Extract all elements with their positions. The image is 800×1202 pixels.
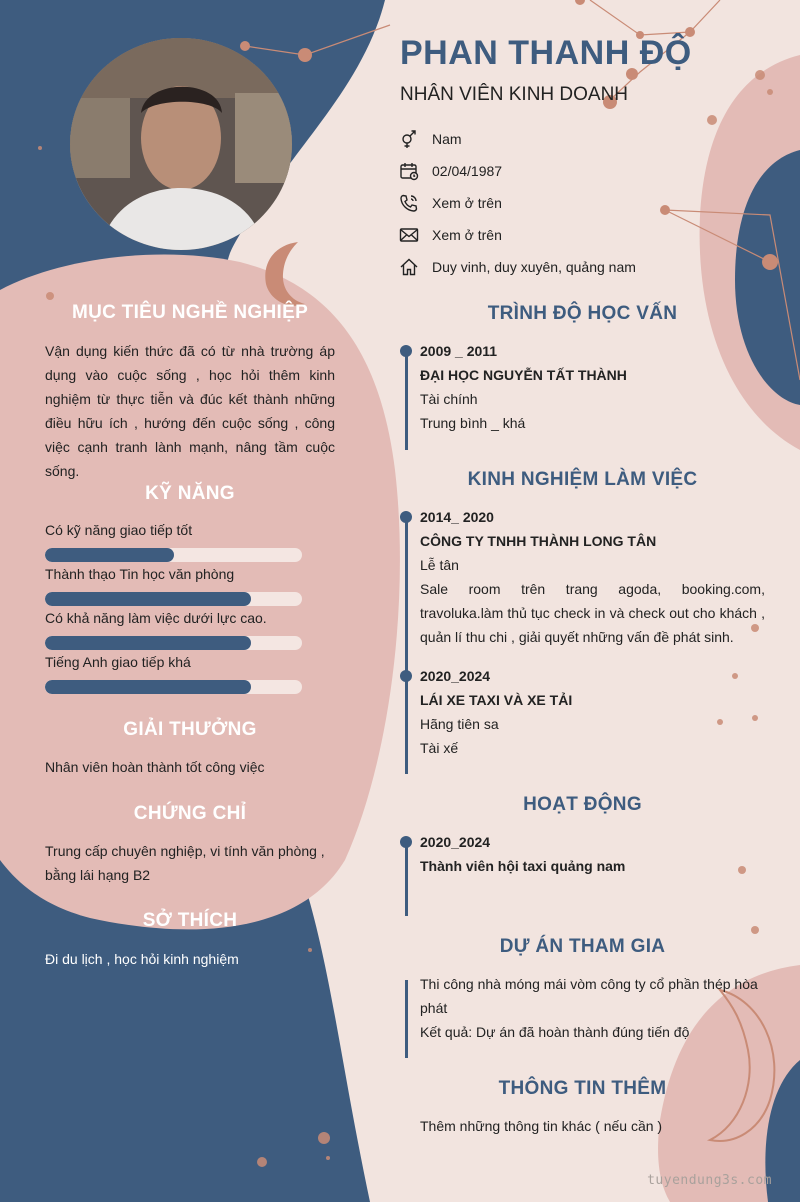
timeline-dot: [400, 836, 412, 848]
skill-label: Có kỹ năng giao tiếp tốt: [45, 522, 193, 538]
projects-timeline: [405, 980, 408, 1058]
education-school: ĐẠI HỌC NGUYỄN TẤT THÀNH: [420, 367, 627, 383]
skill-bar: [45, 680, 302, 694]
certificates-title: CHỨNG CHỈ: [133, 803, 247, 824]
watermark: tuyendung3s.com: [647, 1173, 772, 1188]
experience-description: Sale room trên trang agoda, booking.com, travoluka.làm thủ tục check in và check out cho khách , quản lí thu chi , giải quyết những vấn đề phát sinh.: [420, 581, 765, 645]
contact-gender: [398, 125, 758, 153]
experience-role: Hãng tiên sa: [420, 716, 499, 732]
contact-address: [398, 253, 758, 281]
contact-birthday-text: 02/04/1987: [432, 163, 503, 179]
skill-bar-fill: [45, 636, 251, 650]
hobbies-text: Đi du lịch , học hỏi kinh nghiệm: [45, 951, 239, 967]
skill-bar: [45, 636, 302, 650]
calendar-icon: [398, 160, 420, 182]
gender-icon: [398, 128, 420, 150]
activities-timeline: [405, 841, 408, 916]
objective-title: MỤC TIÊU NGHỀ NGHIỆP: [71, 302, 309, 323]
education-period: 2009 _ 2011: [420, 343, 498, 359]
awards-text: Nhân viên hoàn thành tốt công việc: [45, 759, 265, 775]
awards-title: GIẢI THƯỞNG: [123, 719, 257, 740]
contact-address-text: Duy vinh, duy xuyên, quảng nam: [432, 259, 636, 275]
experience-role: Lễ tân: [420, 557, 459, 573]
skill-label: Tiếng Anh giao tiếp khá: [45, 654, 191, 670]
timeline-dot: [400, 511, 412, 523]
candidate-name: PHAN THANH ĐỘ: [400, 34, 692, 72]
contact-phone: [398, 189, 758, 217]
project-result: Kết quả: Dự án đã hoàn thành đúng tiến độ: [420, 1024, 690, 1040]
education-timeline: [405, 350, 408, 450]
projects-title: DỰ ÁN THAM GIA: [499, 936, 666, 957]
activity-name: Thành viên hội taxi quảng nam: [420, 858, 626, 874]
phone-icon: [398, 192, 420, 214]
contact-gender-text: Nam: [432, 131, 462, 147]
skill-bar-fill: [45, 680, 251, 694]
experience-timeline: [405, 516, 408, 774]
more-info-title: THÔNG TIN THÊM: [498, 1078, 667, 1099]
contact-email: [398, 221, 758, 249]
experience-company: LÁI XE TAXI VÀ XE TẢI: [420, 692, 573, 708]
skill-label: Có khả năng làm việc dưới lực cao.: [45, 610, 267, 626]
education-major: Tài chính: [420, 391, 478, 407]
timeline-dot: [400, 345, 412, 357]
objective-text: Vận dụng kiến thức đã có từ nhà trường áp dụng vào cuộc sống , học hỏi thêm kinh nghiệm từ thực tiễn và đúc kết thành những điều hữu ích , hướng đến cuộc sống , công việc cạnh tranh lành mạnh, nâng tầm cuộc sống.: [45, 343, 335, 479]
experience-period: 2014_ 2020: [420, 509, 494, 525]
skills-title: KỸ NĂNG: [145, 483, 235, 504]
more-info-text: Thêm những thông tin khác ( nếu cần ): [420, 1118, 663, 1134]
education-grade: Trung bình _ khá: [420, 415, 526, 431]
education-title: TRÌNH ĐỘ HỌC VẤN: [487, 303, 678, 324]
mail-icon: [398, 224, 420, 246]
experience-title: KINH NGHIỆM LÀM VIỆC: [467, 469, 698, 490]
experience-period: 2020_2024: [420, 668, 491, 684]
skill-bar-fill: [45, 592, 251, 606]
contact-birthday: [398, 157, 758, 185]
profile-photo: [70, 38, 292, 250]
timeline-dot: [400, 670, 412, 682]
experience-description: Tài xế: [420, 740, 459, 756]
experience-company: CÔNG TY TNHH THÀNH LONG TÂN: [420, 533, 657, 549]
skill-bar: [45, 548, 302, 562]
contact-email-text: Xem ở trên: [432, 227, 502, 243]
activity-period: 2020_2024: [420, 834, 491, 850]
job-title: NHÂN VIÊN KINH DOANH: [400, 84, 629, 105]
activities-title: HOẠT ĐỘNG: [523, 794, 642, 815]
avatar: [70, 38, 292, 250]
home-icon: [398, 256, 420, 278]
project-description: Thi công nhà móng mái vòm công ty cổ phần thép hòa phát: [420, 976, 758, 1016]
certificates-text: Trung cấp chuyên nghiệp, vi tính văn phòng , bằng lái hạng B2: [45, 843, 325, 883]
skill-bar: [45, 592, 302, 606]
contact-phone-text: Xem ở trên: [432, 195, 502, 211]
skill-label: Thành thạo Tin học văn phòng: [45, 566, 235, 582]
skill-bar-fill: [45, 548, 174, 562]
hobbies-title: SỞ THÍCH: [142, 910, 238, 931]
